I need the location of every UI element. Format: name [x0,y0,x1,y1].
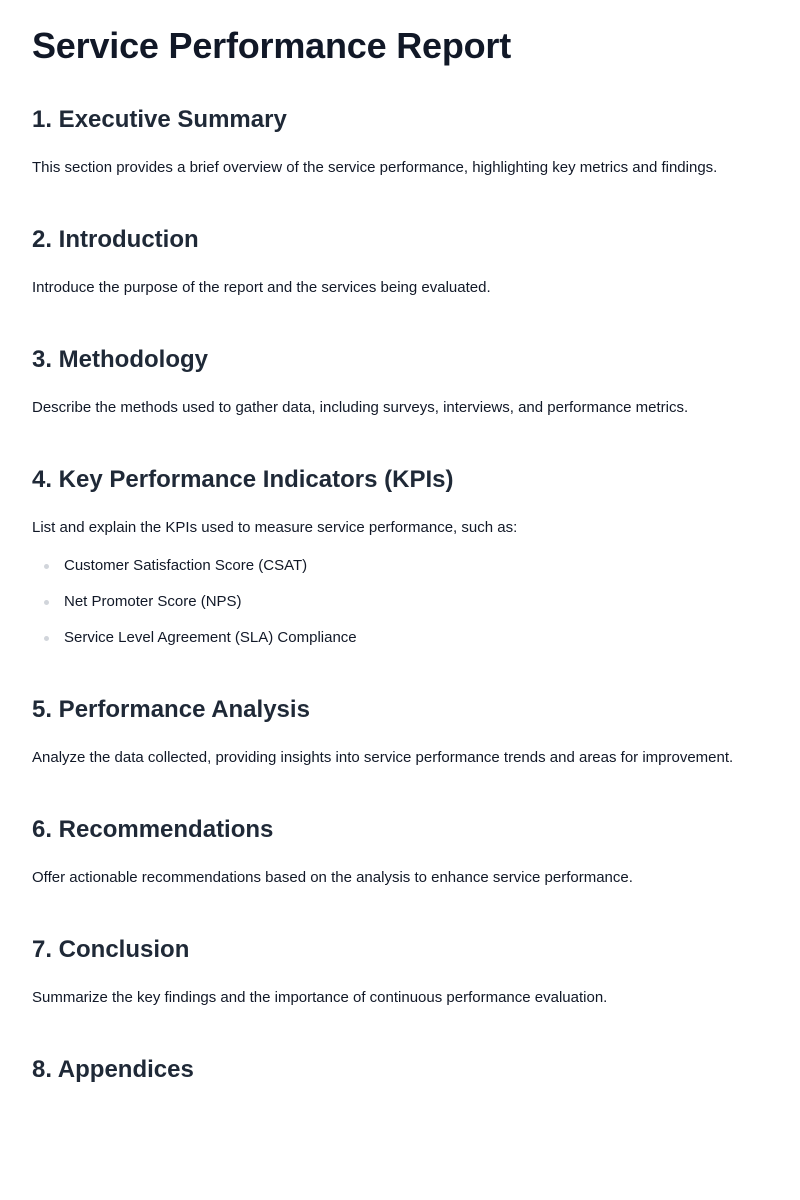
section-heading: 5. Performance Analysis [32,696,310,723]
list-item [32,556,768,576]
list-item-label: Customer Satisfaction Score (CSAT) [64,557,308,574]
kpi-list [32,556,768,648]
section-heading: 2. Introduction [32,226,199,253]
section-body: Introduce the purpose of the report and the services being evaluated. [32,279,491,296]
section-heading: 8. Appendices [32,1056,194,1083]
section-body: Summarize the key findings and the importance of continuous performance evaluation. [32,989,608,1006]
section-heading: 4. Key Performance Indicators (KPIs) [32,466,454,493]
list-item [32,592,768,612]
section-methodology [32,344,768,418]
section-kpis [32,464,768,648]
section-introduction [32,224,768,298]
section-heading: 3. Methodology [32,346,208,373]
page-title: Service Performance Report [32,25,512,66]
section-heading: 1. Executive Summary [32,106,287,133]
section-body: List and explain the KPIs used to measure service performance, such as: [32,519,518,536]
list-item-label: Net Promoter Score (NPS) [64,593,242,610]
section-conclusion [32,934,768,1008]
bullet-icon [44,564,49,569]
section-appendices [32,1054,768,1086]
section-body: Describe the methods used to gather data, including surveys, interviews, and performance metrics. [32,399,689,416]
bullet-icon [44,600,49,605]
section-body: Offer actionable recommendations based on the analysis to enhance service performance. [32,869,633,886]
section-heading: 6. Recommendations [32,816,274,843]
section-body: Analyze the data collected, providing insights into service performance trends and areas for improvement. [32,749,734,766]
list-item-label: Service Level Agreement (SLA) Compliance [64,629,357,646]
section-executive-summary [32,104,768,178]
section-heading: 7. Conclusion [32,936,190,963]
list-item [32,628,768,648]
section-recommendations [32,814,768,888]
bullet-icon [44,636,49,641]
section-body: This section provides a brief overview of the service performance, highlighting key metrics and findings. [32,159,718,176]
section-performance-analysis [32,694,768,768]
